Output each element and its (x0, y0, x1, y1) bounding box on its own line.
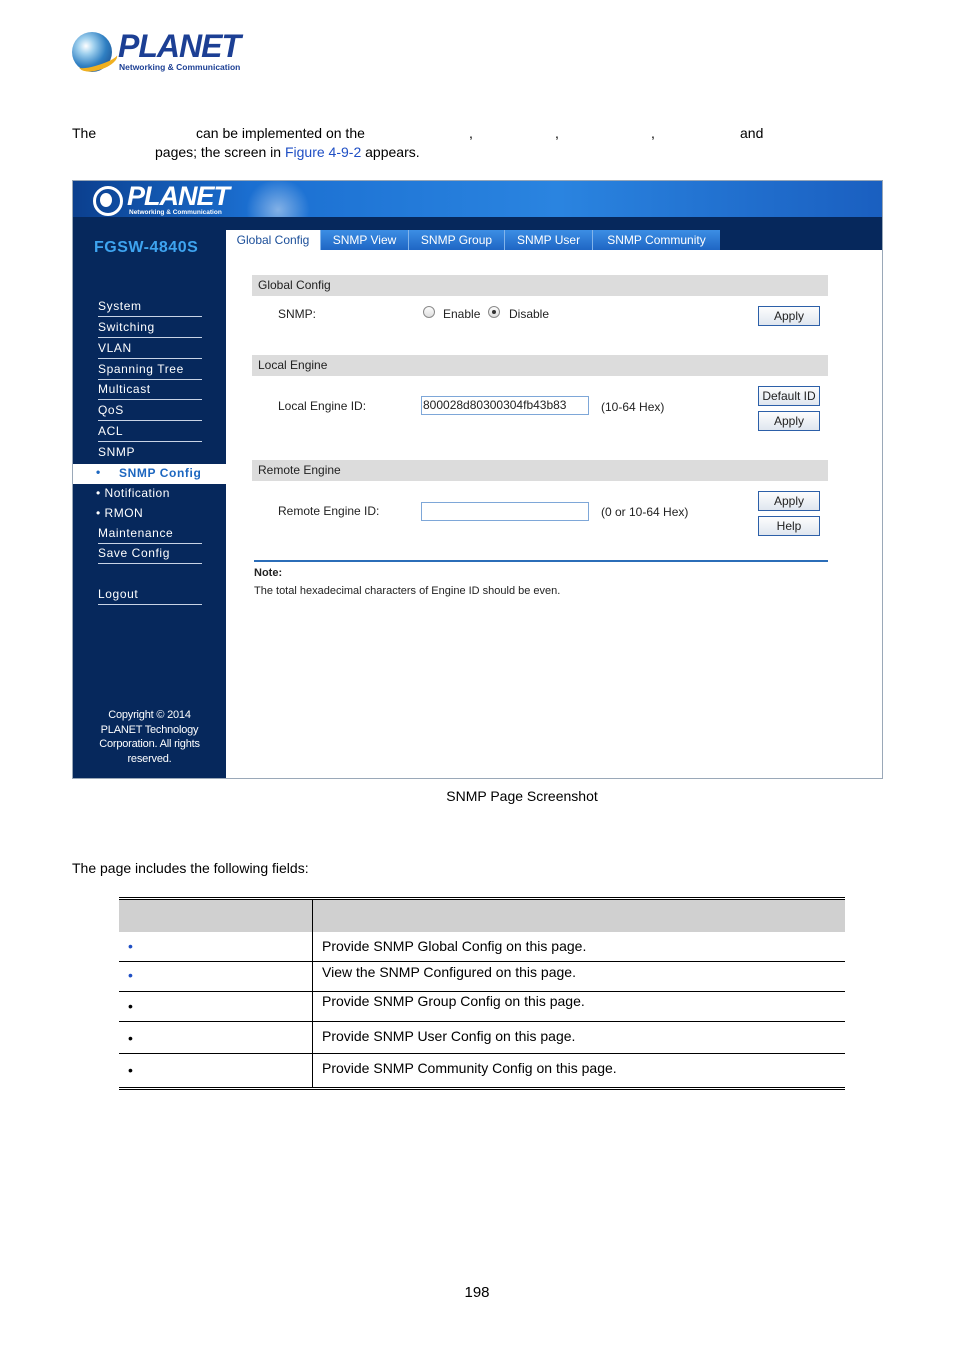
remote-engine-hint: (0 or 10-64 Hex) (601, 505, 689, 519)
row-description: Provide SNMP Community Config on this page. (322, 1060, 617, 1076)
menu-vlan[interactable]: VLAN (98, 339, 202, 359)
menu-notification-text: Notification (104, 486, 170, 500)
row-bullet: • (128, 938, 133, 954)
default-id-button[interactable]: Default ID (758, 386, 820, 406)
menu-logout[interactable]: Logout (98, 585, 202, 605)
table-bottom-rule (119, 1087, 845, 1090)
intro-comma-2: , (555, 125, 559, 141)
figure-caption: SNMP Page Screenshot (446, 788, 598, 804)
tab-snmp-user[interactable]: SNMP User (504, 230, 592, 250)
intro-comma-1: , (469, 125, 473, 141)
menu-maintenance[interactable]: Maintenance (98, 524, 202, 544)
copyright (73, 708, 226, 766)
menu-snmp-config-text: SNMP Config (119, 466, 202, 480)
table-row (119, 1054, 845, 1087)
section-global-config: Global Config (252, 275, 828, 296)
menu-multicast[interactable]: Multicast (98, 380, 202, 400)
snmp-screenshot (72, 180, 883, 779)
menu-qos[interactable]: QoS (98, 401, 202, 421)
intro-pages: pages; the screen in (155, 144, 282, 160)
table-row (119, 992, 845, 1022)
ui-banner (73, 181, 882, 217)
local-apply-button[interactable]: Apply (758, 411, 820, 431)
tab-global-config[interactable]: Global Config (226, 230, 320, 250)
intro-appears: appears. (365, 144, 420, 160)
menu-save-config[interactable]: Save Config (98, 544, 202, 564)
model-name: FGSW-4840S (94, 239, 199, 256)
note-divider (254, 560, 828, 562)
page-number: 198 (464, 1284, 490, 1301)
intro-line-1 (72, 125, 792, 143)
row-description: View the SNMP Configured on this page. (322, 964, 576, 980)
table-row (119, 932, 845, 962)
intro-the: The (72, 125, 97, 141)
menu-snmp-config-label: • SNMP Config (96, 465, 202, 480)
row-description: Provide SNMP Global Config on this page. (322, 938, 587, 954)
local-engine-hint: (10-64 Hex) (601, 400, 665, 414)
menu-acl[interactable]: ACL (98, 422, 202, 442)
intro-comma-3: , (651, 125, 655, 141)
logo-tagline: Networking & Communication (119, 62, 241, 72)
ui-logo-tagline: Networking & Communication (129, 209, 222, 216)
radio-disable[interactable] (488, 306, 500, 318)
menu-system[interactable]: System (98, 297, 202, 317)
row-bullet: • (128, 967, 133, 983)
ui-logo-brand: PLANET (127, 181, 229, 211)
row-description: Provide SNMP User Config on this page. (322, 1028, 576, 1044)
content-panel (226, 250, 882, 779)
local-engine-label: Local Engine ID: (278, 399, 367, 413)
snmp-label: SNMP: (278, 307, 317, 321)
note-title: Note: (254, 567, 283, 579)
copyright-line-2: PLANET Technology (100, 723, 199, 736)
planet-logo (72, 30, 242, 76)
table-header (119, 900, 845, 932)
note-text: The total hexadecimal characters of Engine ID should be even. (254, 585, 561, 597)
intro-implemented: can be implemented on the (196, 125, 365, 141)
menu-rmon-text: RMON (104, 506, 144, 520)
menu-snmp[interactable]: SNMP (98, 445, 136, 459)
figure-link[interactable]: Figure 4-9-2 (284, 144, 362, 160)
ui-logo (93, 181, 233, 216)
radio-enable[interactable] (423, 306, 435, 318)
radio-disable-label: Disable (509, 307, 550, 321)
table-row (119, 962, 845, 992)
tab-snmp-community[interactable]: SNMP Community (592, 230, 720, 250)
table-row (119, 1022, 845, 1054)
menu-rmon[interactable]: • RMON (96, 506, 144, 520)
intro-line-2 (155, 144, 420, 160)
section-local-engine: Local Engine (252, 355, 828, 376)
remote-apply-button[interactable]: Apply (758, 491, 820, 511)
tab-snmp-group[interactable]: SNMP Group (408, 230, 504, 250)
banner-globe-graphic (243, 181, 313, 217)
ui-logo-icon (93, 186, 123, 216)
help-button[interactable]: Help (758, 516, 820, 536)
remote-engine-input[interactable] (421, 502, 589, 521)
copyright-line-3: Corporation. All rights (99, 738, 200, 750)
global-apply-button[interactable]: Apply (758, 306, 820, 326)
row-description: Provide SNMP Group Config on this page. (322, 993, 585, 1009)
tab-snmp-view[interactable]: SNMP View (320, 230, 408, 250)
local-engine-input[interactable]: 800028d80300304fb43b83 (421, 396, 589, 415)
row-bullet: • (128, 1062, 133, 1078)
row-bullet: • (128, 998, 133, 1014)
fields-table (119, 897, 845, 1091)
menu-snmp-config[interactable] (73, 464, 226, 484)
radio-enable-label: Enable (443, 307, 481, 321)
copyright-line-1: Copyright © 2014 (108, 709, 191, 721)
intro-and: and (740, 125, 764, 141)
menu-spanning-tree[interactable]: Spanning Tree (98, 360, 202, 380)
fields-intro: The page includes the following fields: (72, 860, 309, 876)
logo-brand: PLANET (118, 28, 240, 64)
copyright-line-4: reserved. (127, 752, 172, 765)
sidebar (73, 217, 226, 779)
menu-notification[interactable]: • Notification (96, 486, 170, 500)
remote-engine-label: Remote Engine ID: (278, 504, 380, 518)
menu-switching[interactable]: Switching (98, 318, 202, 338)
section-remote-engine: Remote Engine (252, 460, 828, 481)
row-bullet: • (128, 1030, 133, 1046)
